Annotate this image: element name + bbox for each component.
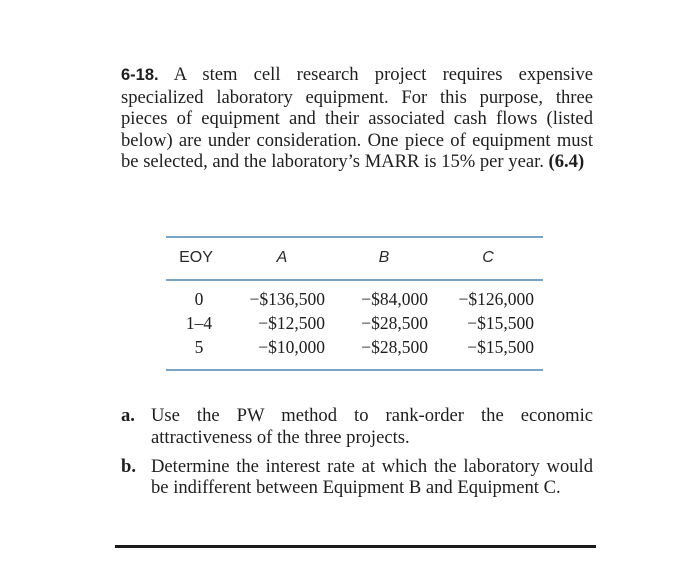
header-eoy: EOY — [179, 249, 213, 266]
problem-text: A stem cell research project requires expensive specialized laboratory equipment. For this purpose, three pieces of equipment and their associated cash flows (listed below) are under consideration. One piece of equipment must be selected, and the laboratory’s MARR is 15% per year. — [121, 64, 593, 173]
cash-flow-table — [166, 236, 543, 370]
row-2-eoy: 5 — [194, 337, 204, 357]
part-b — [121, 456, 593, 500]
row-1-eoy: 1–4 — [185, 313, 213, 333]
row-1-a: −$12,500 — [258, 313, 325, 333]
row-1-c: −$15,500 — [467, 313, 534, 333]
row-0-a: −$136,500 — [249, 289, 325, 309]
section-reference: (6.4) — [548, 151, 585, 173]
row-2-b: −$28,500 — [361, 337, 428, 357]
header-b: B — [378, 249, 390, 266]
table-bottom-rule — [166, 369, 543, 371]
bottom-divider — [115, 545, 596, 548]
problem-statement — [121, 64, 593, 173]
row-1-b: −$28,500 — [361, 313, 428, 333]
row-2-c: −$15,500 — [467, 337, 534, 357]
row-2-a: −$10,000 — [258, 337, 325, 357]
part-b-label: b. — [121, 455, 136, 477]
row-0-eoy: 0 — [194, 289, 204, 309]
table-header-rule — [166, 279, 543, 281]
row-0-c: −$126,000 — [458, 289, 534, 309]
part-a — [121, 405, 593, 449]
header-a: A — [276, 249, 288, 266]
problem-number: 6-18. — [121, 66, 159, 84]
part-b-text: Determine the interest rate at which the laboratory would be indifferent between Equipment B and Equipment C. — [151, 455, 593, 499]
table-top-rule — [166, 236, 543, 238]
row-0-b: −$84,000 — [361, 289, 428, 309]
part-a-label: a. — [121, 405, 135, 426]
problem-parts — [121, 405, 593, 506]
header-c: C — [482, 249, 494, 266]
part-a-text: Use the PW method to rank-order the economic attractiveness of the three projects. — [151, 405, 593, 448]
